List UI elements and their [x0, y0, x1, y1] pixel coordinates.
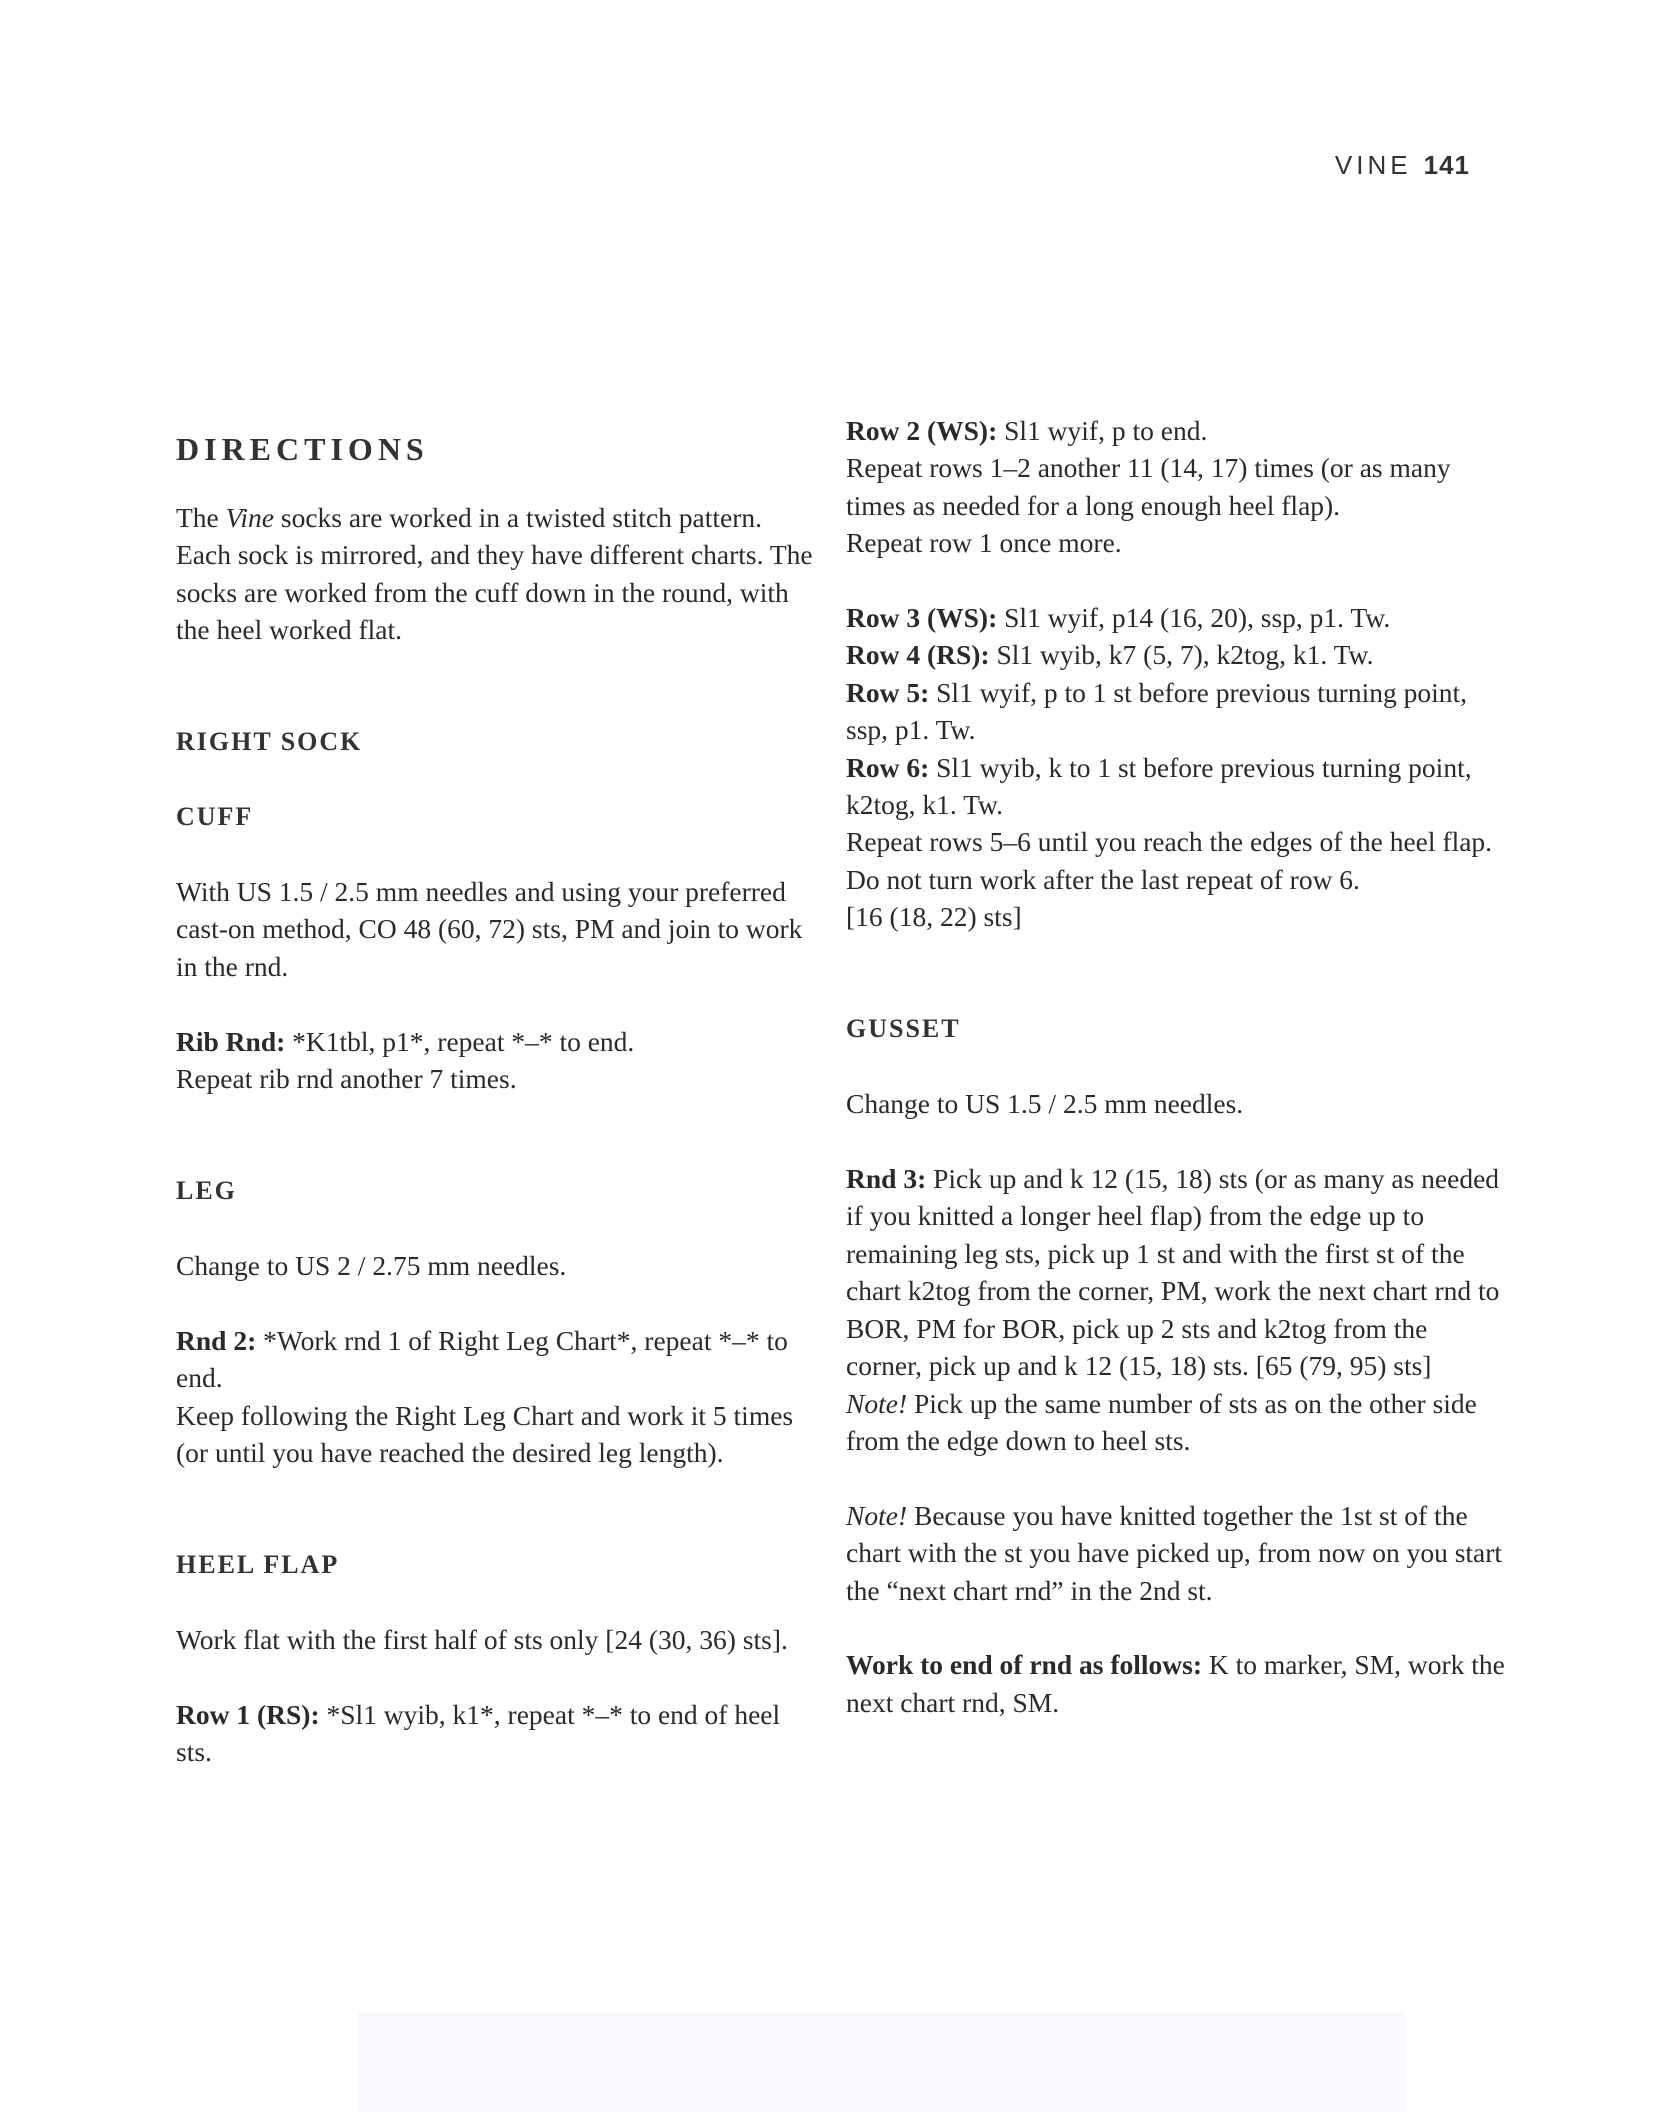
row4-label: Row 4 (RS): [846, 639, 990, 671]
gusset-heading: GUSSET [846, 1014, 961, 1044]
heel-text: Work flat with the first half of sts only [24 (30, 36) sts]. [176, 1624, 788, 1656]
rib-label: Rib Rnd: [176, 1025, 286, 1057]
row3: Row 3 (WS): Sl1 wyif, p14 (16, 20), ssp, p1. Tw. [846, 602, 1391, 634]
repeat-rows-5-6: Repeat rows 5–6 until you reach the edges of the heel flap. [846, 826, 1493, 858]
row5-label: Row 5: [846, 676, 930, 708]
note-2-label: Note! [846, 1499, 908, 1531]
running-header [1335, 150, 1470, 181]
rnd2-label: Rnd 2: [176, 1324, 257, 1356]
repeat-row-1: Repeat row 1 once more. [846, 527, 1122, 559]
leg-change: Change to US 2 / 2.75 mm needles. [176, 1250, 567, 1282]
rnd2: Rnd 2: *Work rnd 1 of Right Leg Chart*, repeat *–* to end. [176, 1324, 788, 1394]
vine-title-italic: Vine [225, 502, 274, 533]
right-column [846, 412, 1506, 1721]
work-label: Work to end of rnd as follows: [846, 1649, 1202, 1681]
running-title: VINE [1334, 150, 1412, 180]
leg-keep: Keep following the Right Leg Chart and work it 5 times (or until you have reached the desired leg length). [176, 1399, 794, 1469]
row5: Row 5: Sl1 wyif, p to 1 st before previous turning point, ssp, p1. Tw. [846, 676, 1467, 746]
note-2: Note! Because you have knitted together the 1st st of the chart with the st you have picked up, from now on you start the “next chart rnd” in the 2nd st. [846, 1499, 1503, 1606]
row2: Row 2 (WS): Sl1 wyif, p to end. [846, 415, 1208, 446]
no-turn: Do not turn work after the last repeat of row 6. [846, 863, 1360, 895]
work-to-end: Work to end of rnd as follows: K to marker, SM, work the next chart rnd, SM. [846, 1649, 1505, 1718]
bottom-shaded-band [358, 2012, 1406, 2112]
right-sock-heading: RIGHT SOCK [176, 727, 363, 757]
repeat-rows-1-2: Repeat rows 1–2 another 11 (14, 17) times (or as many times as needed for a long enough heel flap). [846, 452, 1451, 521]
note-1-label: Note! [846, 1387, 908, 1419]
leg-heading: LEG [176, 1176, 237, 1206]
row1-label: Row 1 (RS): [176, 1698, 320, 1730]
row6: Row 6: Sl1 wyib, k to 1 st before previous turning point, k2tog, k1. Tw. [846, 751, 1472, 821]
note-1: Note! Pick up the same number of sts as on the other side from the edge down to heel sts. [846, 1387, 1477, 1456]
cuff-text: With US 1.5 / 2.5 mm needles and using your preferred cast-on method, CO 48 (60, 72) sts, PM and join to work in the rnd. [176, 876, 803, 982]
row6-label: Row 6: [846, 751, 930, 783]
gusset-change: Change to US 1.5 / 2.5 mm needles. [846, 1088, 1244, 1120]
left-column [176, 412, 816, 1771]
row4: Row 4 (RS): Sl1 wyib, k7 (5, 7), k2tog, k1. Tw. [846, 639, 1374, 671]
intro-paragraph: The Vine socks are worked in a twisted stitch pattern. Each sock is mirrored, and they have different charts. The socks are worked from the cuff down in the round, with the heel worked flat. [176, 502, 813, 646]
cuff-heading: CUFF [176, 802, 254, 832]
heel-flap-heading: HEEL FLAP [176, 1550, 340, 1580]
rnd3: Rnd 3: Pick up and k 12 (15, 18) sts (or as many as needed if you knitted a longer heel flap) from the edge up to remaining leg sts, pick up 1 st and with the first st of the chart k2tog from the corner, PM, work the next chart rnd to BOR, PM for BOR, pick up 2 sts and k2tog from the corner, pick up and k 12 (15, 18) sts. [65 (79, 95) sts] [846, 1163, 1500, 1382]
page-number: 141 [1423, 150, 1470, 180]
rnd3-label: Rnd 3: [846, 1163, 927, 1195]
rib-repeat: Repeat rib rnd another 7 times. [176, 1063, 517, 1095]
heel-count: [16 (18, 22) sts] [846, 901, 1022, 933]
directions-heading: DIRECTIONS [176, 431, 429, 467]
rib-round: Rib Rnd: *K1tbl, p1*, repeat *–* to end. [176, 1025, 635, 1057]
row2-label: Row 2 (WS): [846, 415, 998, 446]
row3-label: Row 3 (WS): [846, 602, 998, 634]
row1: Row 1 (RS): *Sl1 wyib, k1*, repeat *–* to end of heel sts. [176, 1698, 781, 1768]
